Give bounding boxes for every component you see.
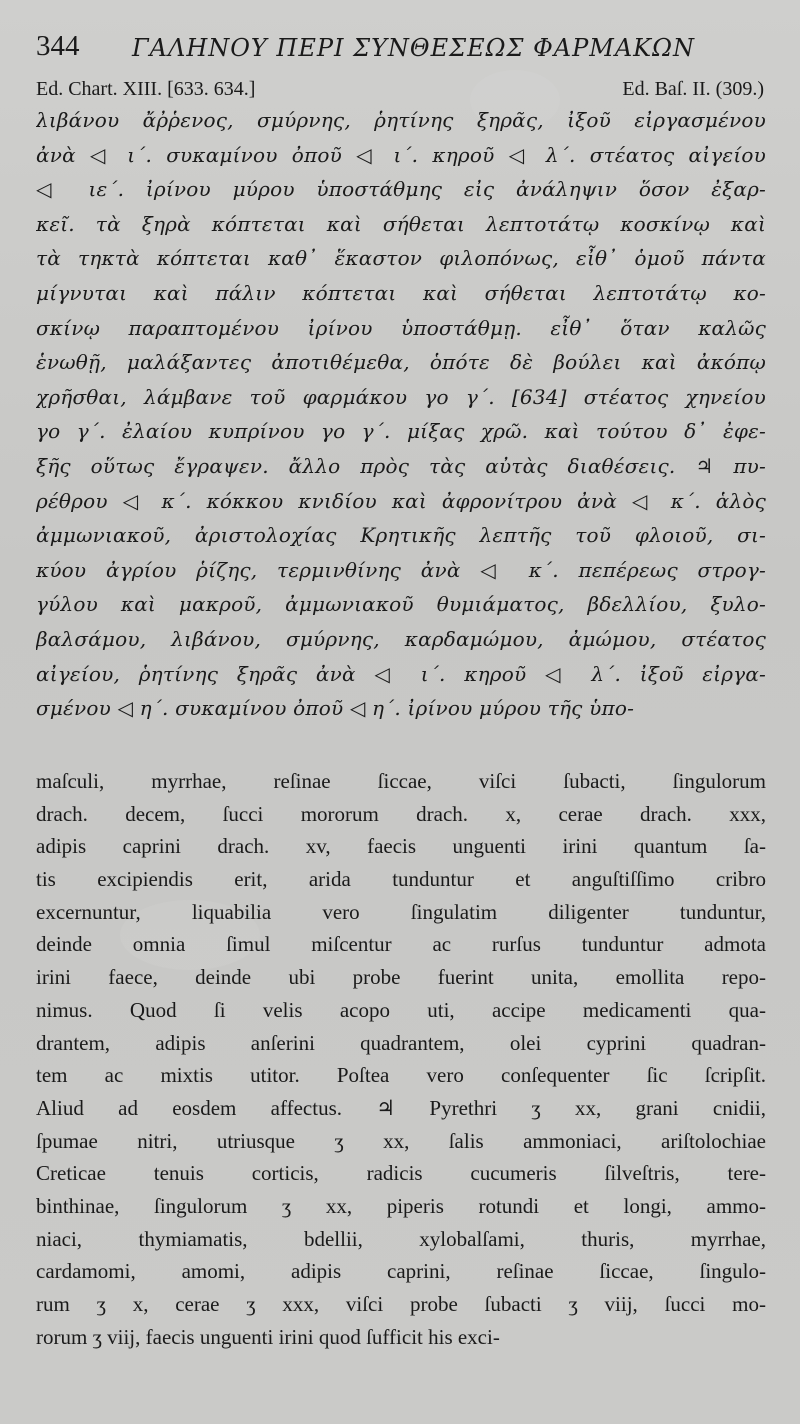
greek-text-line: λιβάνου ἄῤῥενος, σμύρνης, ῥητίνης ξηρᾶς, ἰξοῦ εἰργασμένου bbox=[36, 108, 766, 132]
greek-text-line: κεῖ. τὰ ξηρὰ κόπτεται καὶ σήθεται λεπτοτάτῳ κοσκίνῳ καὶ bbox=[36, 211, 766, 236]
latin-text-line: tis excipiendis erit, arida tunduntur et anguſtiſſimo cribro bbox=[36, 867, 766, 892]
latin-text-line: drach. decem, ſucci mororum drach. x, cerae drach. xxx, bbox=[36, 801, 766, 826]
greek-text-line: σμένου ◁ η΄. συκαμίνου ὀποῦ ◁ η΄. ἰρίνου μύρου τῆς ὑπο- bbox=[36, 696, 635, 721]
latin-text-line: cardamomi, amomi, adipis caprini, reſinae ſiccae, ſingulo- bbox=[36, 1259, 766, 1284]
latin-text-line: irini faece, deinde ubi probe fuerint unita, emollita repo- bbox=[36, 965, 766, 990]
latin-text-line: drantem, adipis anſerini quadrantem, olei cyprini quadran- bbox=[36, 1030, 766, 1055]
greek-text-line: τὰ τηκτὰ κόπτεται καθ᾽ ἕκαστον φιλοπόνως, εἶθ᾽ ὁμοῦ πάντα bbox=[36, 246, 766, 271]
latin-text-line: nimus. Quod ſi velis acopo uti, accipe medicamenti qua- bbox=[36, 997, 766, 1022]
edition-chartier: Ed. Chart. XIII. [633. 634.] bbox=[36, 78, 256, 100]
edition-basel: Ed. Baſ. II. (309.) bbox=[622, 78, 764, 100]
latin-text-line: Creticae tenuis corticis, radicis cucumeris ſilveſtris, tere- bbox=[36, 1161, 766, 1186]
greek-text-line: γύλου καὶ μακροῦ, ἀμμωνιακοῦ θυμιάματος, βδελλίου, ξυλο- bbox=[36, 592, 766, 617]
latin-text-line: excernuntur, liquabilia vero ſingulatim diligenter tunduntur, bbox=[36, 899, 766, 924]
latin-text-block bbox=[36, 765, 766, 1353]
running-title: ΓΑΛΗΝΟΥ ΠΕΡΙ ΣΥΝΘΕΣΕΩΣ ΦΑΡΜΑΚΩΝ bbox=[132, 34, 695, 62]
latin-text-line: tem ac mixtis utitor. Poſtea vero conſequenter ſic ſcripſit. bbox=[36, 1063, 766, 1088]
greek-text-line: ἑνωθῇ, μαλάξαντες ἀποτιθέμεθα, ὁπότε δὲ βούλει καὶ ἀκόπῳ bbox=[36, 350, 766, 375]
greek-text-line: σκίνῳ παραπτομένου ἰρίνου ὑποστάθμῃ. εἶθ᾽ ὅταν καλῶς bbox=[36, 315, 766, 340]
greek-text-line: ρέθρου ◁ κ΄. κόκκου κνιδίου καὶ ἀφρονίτρου ἀνὰ ◁ κ΄. ἁλὸς bbox=[36, 488, 766, 513]
page-number: 344 bbox=[36, 30, 80, 62]
latin-text-line: ſpumae nitri, utriusque ʒ xx, ſalis ammoniaci, ariſtolochiae bbox=[36, 1128, 766, 1153]
latin-text-line: rorum ʒ viij, faecis unguenti irini quod ſufficit his exci- bbox=[36, 1324, 500, 1349]
greek-text-line: αἰγείου, ῥητίνης ξηρᾶς ἀνὰ ◁ ι΄. κηροῦ ◁ λ΄. ἰξοῦ εἰργα- bbox=[36, 661, 766, 686]
greek-text-line: ◁ ιε΄. ἰρίνου μύρου ὑποστάθμης εἰς ἀνάληψιν ὅσον ἐξαρ- bbox=[36, 177, 766, 202]
latin-text-line: Aliud ad eosdem affectus. ♃ Pyrethri ʒ xx, grani cnidii, bbox=[36, 1095, 766, 1120]
greek-text-line: χρῆσθαι, λάμβανε τοῦ φαρμάκου γο γ΄. [634] στέατος χηνείου bbox=[36, 384, 766, 409]
greek-text-line: ἀνὰ ◁ ι΄. συκαμίνου ὀποῦ ◁ ι΄. κηροῦ ◁ λ΄. στέατος αἰγείου bbox=[36, 142, 766, 167]
greek-text-line: κύου ἀγρίου ῥίζης, τερμινθίνης ἀνὰ ◁ κ΄. πεπέρεως στρογ- bbox=[36, 557, 766, 582]
edition-references bbox=[36, 78, 764, 104]
latin-text-line: maſculi, myrrhae, reſinae ſiccae, viſci ſubacti, ſingulorum bbox=[36, 769, 766, 793]
latin-text-line: deinde omnia ſimul miſcentur ac rurſus tunduntur admota bbox=[36, 932, 766, 957]
greek-text-line: μίγνυται καὶ πάλιν κόπτεται καὶ σήθεται λεπτοτάτῳ κο- bbox=[36, 280, 766, 305]
greek-text-line: γο γ΄. ἐλαίου κυπρίνου γο γ΄. μίξας χρῶ. καὶ τούτου δ᾽ ἐφε- bbox=[36, 419, 766, 444]
greek-text-line: ἀμμωνιακοῦ, ἀριστολοχίας Κρητικῆς λεπτῆς τοῦ φλοιοῦ, σι- bbox=[36, 523, 766, 548]
greek-text-line: ξῆς οὕτως ἔγραψεν. ἄλλο πρὸς τὰς αὐτὰς διαθέσεις. ♃ πυ- bbox=[36, 453, 766, 478]
latin-text-line: binthinae, ſingulorum ʒ xx, piperis rotundi et longi, ammo- bbox=[36, 1193, 766, 1218]
latin-text-line: niaci, thymiamatis, bdellii, xylobalſami, thuris, myrrhae, bbox=[36, 1226, 766, 1251]
greek-text-block bbox=[36, 103, 766, 726]
latin-text-line: rum ʒ x, cerae ʒ xxx, viſci probe ſubacti ʒ viij, ſucci mo- bbox=[36, 1292, 766, 1316]
greek-text-line: βαλσάμου, λιβάνου, σμύρνης, καρδαμώμου, ἀμώμου, στέατος bbox=[36, 626, 766, 651]
latin-text-line: adipis caprini drach. xv, faecis unguenti irini quantum ſa- bbox=[36, 834, 766, 859]
running-head bbox=[36, 28, 756, 68]
